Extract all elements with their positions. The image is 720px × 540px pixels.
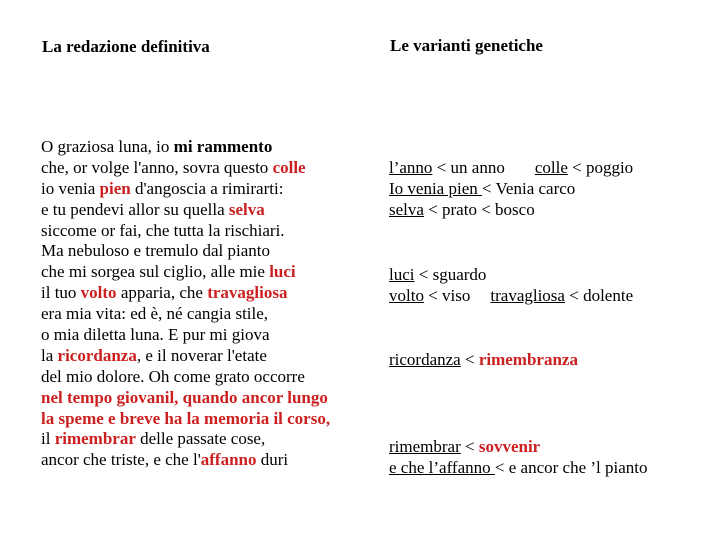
- poem-line: [41, 367, 330, 388]
- poem-text-segment: siccome or fai, che tutta la rischiari.: [41, 220, 285, 240]
- variant-row: [389, 157, 633, 178]
- poem-text-segment: era mia vita: ed è, né cangia stile,: [41, 304, 269, 324]
- highlighted-word: ricordanza: [57, 345, 137, 365]
- poem-line: [41, 283, 330, 304]
- poem-text-segment: ancor che triste, e che l': [41, 450, 201, 470]
- poem-text-segment: il: [41, 429, 55, 449]
- variant-term: rimembrar: [389, 437, 461, 456]
- poem-text-segment: che, or volge l'anno, sovra questo: [41, 157, 273, 177]
- poem-line: [41, 241, 330, 262]
- poem-text-segment: o mia diletta luna. E pur mi giova: [41, 325, 270, 345]
- poem-text-segment: e tu pendevi allor su quella: [41, 199, 229, 219]
- poem-line: [41, 450, 330, 471]
- variant-term: l’anno: [389, 158, 433, 177]
- poem-line: [41, 346, 330, 367]
- poem-line: [41, 388, 330, 409]
- poem-text-segment: d'angoscia a rimirarti:: [130, 178, 284, 198]
- poem-text-segment: duri: [256, 450, 289, 470]
- highlighted-word: selva: [228, 199, 265, 219]
- variant-term: e che l’affanno: [389, 458, 495, 477]
- highlighted-word: travagliosa: [207, 283, 288, 303]
- variant-text: < dolente: [564, 286, 634, 305]
- poem-text-segment: Ma nebuloso e tremulo dal pianto: [41, 241, 270, 261]
- poem-text-segment: O graziosa luna, io: [41, 137, 174, 156]
- poem-line: [41, 158, 330, 179]
- poem-text-segment: delle passate cose,: [135, 429, 266, 449]
- poem-line: [41, 262, 330, 283]
- variant-row: [389, 199, 535, 220]
- poem-line: [41, 429, 330, 450]
- poem-line: [41, 137, 330, 158]
- highlighted-word: affanno: [200, 450, 257, 470]
- poem-line: [41, 200, 330, 221]
- poem-text-segment: mi rammento: [173, 137, 273, 156]
- poem-text-segment: il tuo: [41, 283, 81, 303]
- variant-text: < e ancor che ’l pianto: [494, 458, 648, 477]
- variant-text: < Venia carco: [482, 179, 576, 198]
- poem-line: [41, 325, 330, 346]
- poem-text-segment: che mi sorgea sul ciglio, alle mie: [41, 262, 270, 282]
- poem-line: [41, 409, 330, 430]
- highlighted-variant: sovvenir: [478, 437, 541, 456]
- variant-term: ricordanza: [389, 350, 461, 369]
- poem-text-segment: del mio dolore. Oh come grato occorre: [41, 366, 305, 386]
- variant-term: colle: [534, 158, 568, 177]
- variant-row: [389, 436, 540, 457]
- variant-text: < viso: [423, 286, 471, 305]
- poem-text-segment: la: [41, 345, 58, 365]
- heading-final-version: La redazione definitiva: [42, 37, 210, 56]
- variant-text: <: [460, 437, 479, 456]
- variant-text: <: [460, 350, 479, 369]
- variant-row: [389, 285, 633, 306]
- variant-text: < un anno: [432, 158, 505, 177]
- variant-row: [389, 264, 486, 285]
- poem-line: [41, 221, 330, 242]
- variant-text: < sguardo: [414, 265, 487, 284]
- highlighted-word: rimembrar: [54, 429, 136, 449]
- poem-text-segment: io venia: [41, 178, 100, 198]
- highlighted-word: luci: [269, 262, 296, 282]
- variant-row: [389, 349, 578, 370]
- variant-term: selva: [389, 200, 424, 219]
- poem-line: [41, 304, 330, 325]
- variant-row: [389, 178, 575, 199]
- variant-term: luci: [389, 265, 415, 284]
- poem-text-segment: apparia, che: [116, 283, 208, 303]
- variant-term: travagliosa: [490, 286, 565, 305]
- variant-row: [389, 457, 648, 478]
- variant-term: volto: [389, 286, 424, 305]
- poem-text-segment: , e il noverar l'etate: [136, 345, 267, 365]
- variant-text: < poggio: [567, 158, 634, 177]
- poem-text: [41, 137, 330, 471]
- variant-text: < prato < bosco: [423, 200, 535, 219]
- highlighted-word: volto: [80, 283, 117, 303]
- heading-genetic-variants: Le varianti genetiche: [390, 36, 543, 55]
- variant-term: Io venia pien: [389, 179, 482, 198]
- highlighted-word: la speme e breve ha la memoria il corso,: [41, 408, 331, 428]
- highlighted-word: pien: [99, 178, 131, 198]
- poem-line: [41, 179, 330, 200]
- highlighted-variant: rimembranza: [478, 350, 578, 369]
- highlighted-word: nel tempo giovanil, quando ancor lungo: [41, 387, 328, 407]
- highlighted-word: colle: [272, 157, 306, 177]
